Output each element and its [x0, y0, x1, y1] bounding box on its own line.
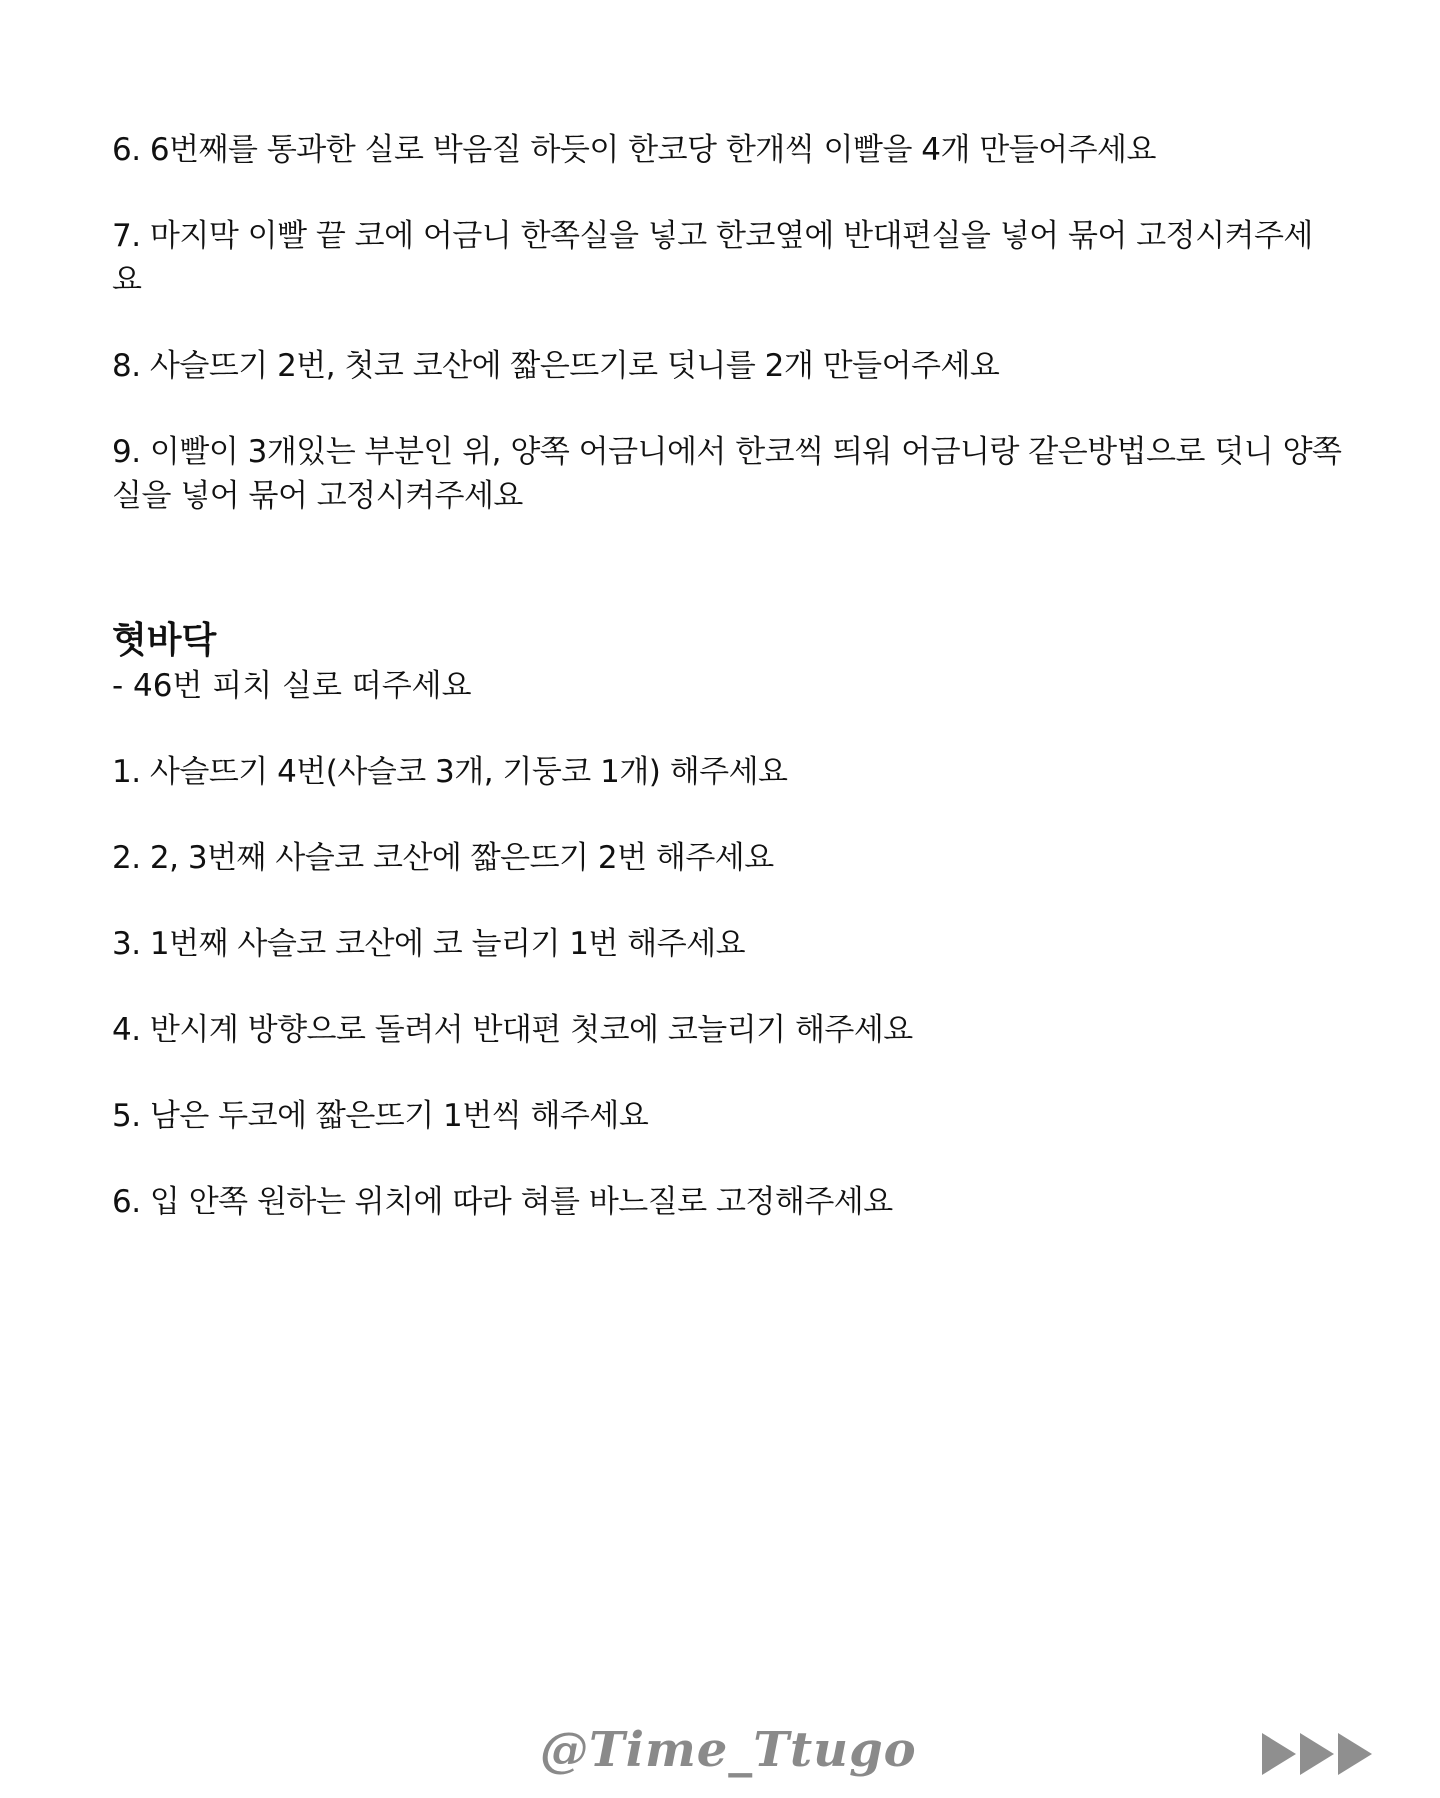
- step-a-6: 6. 6번째를 통과한 실로 박음질 하듯이 한코당 한개씩 이빨을 4개 만들어주세요: [112, 132, 1156, 168]
- step-b-5: 5. 남은 두코에 짧은뜨기 1번씩 해주세요: [112, 1098, 649, 1134]
- step-b-3: 3. 1번째 사슬코 코산에 코 늘리기 1번 해주세요: [112, 926, 746, 962]
- watermark-text: @Time_Ttugo: [540, 1722, 917, 1778]
- triple-play-arrows-icon[interactable]: [1262, 1733, 1372, 1775]
- section-spacer: [112, 560, 1342, 618]
- instructions-content: [112, 128, 1342, 1266]
- step-b-2: 2. 2, 3번째 사슬코 코산에 짧은뜨기 2번 해주세요: [112, 840, 774, 876]
- section-title: 혓바닥: [112, 620, 217, 661]
- play-arrow-icon: [1300, 1733, 1334, 1775]
- step-a-8: 8. 사슬뜨기 2번, 첫코 코산에 짧은뜨기로 덧니를 2개 만들어주세요: [112, 348, 1000, 384]
- step-b-6: 6. 입 안쪽 원하는 위치에 따라 혀를 바느질로 고정해주세요: [112, 1184, 893, 1220]
- play-arrow-icon: [1262, 1733, 1296, 1775]
- section-note: - 46번 피치 실로 떠주세요: [112, 668, 472, 704]
- step-b-1: 1. 사슬뜨기 4번(사슬코 3개, 기둥코 1개) 해주세요: [112, 754, 788, 790]
- step-b-4: 4. 반시계 방향으로 돌려서 반대편 첫코에 코늘리기 해주세요: [112, 1012, 913, 1048]
- play-arrow-icon: [1338, 1733, 1372, 1775]
- step-a-9: 9. 이빨이 3개있는 부분인 위, 양쪽 어금니에서 한코씩 띄워 어금니랑 같은방법으로 덧니 양쪽실을 넣어 묶어 고정시켜주세요: [112, 434, 1342, 514]
- step-a-7: 7. 마지막 이빨 끝 코에 어금니 한쪽실을 넣고 한코옆에 반대편실을 넣어 묶어 고정시켜주세요: [112, 218, 1313, 298]
